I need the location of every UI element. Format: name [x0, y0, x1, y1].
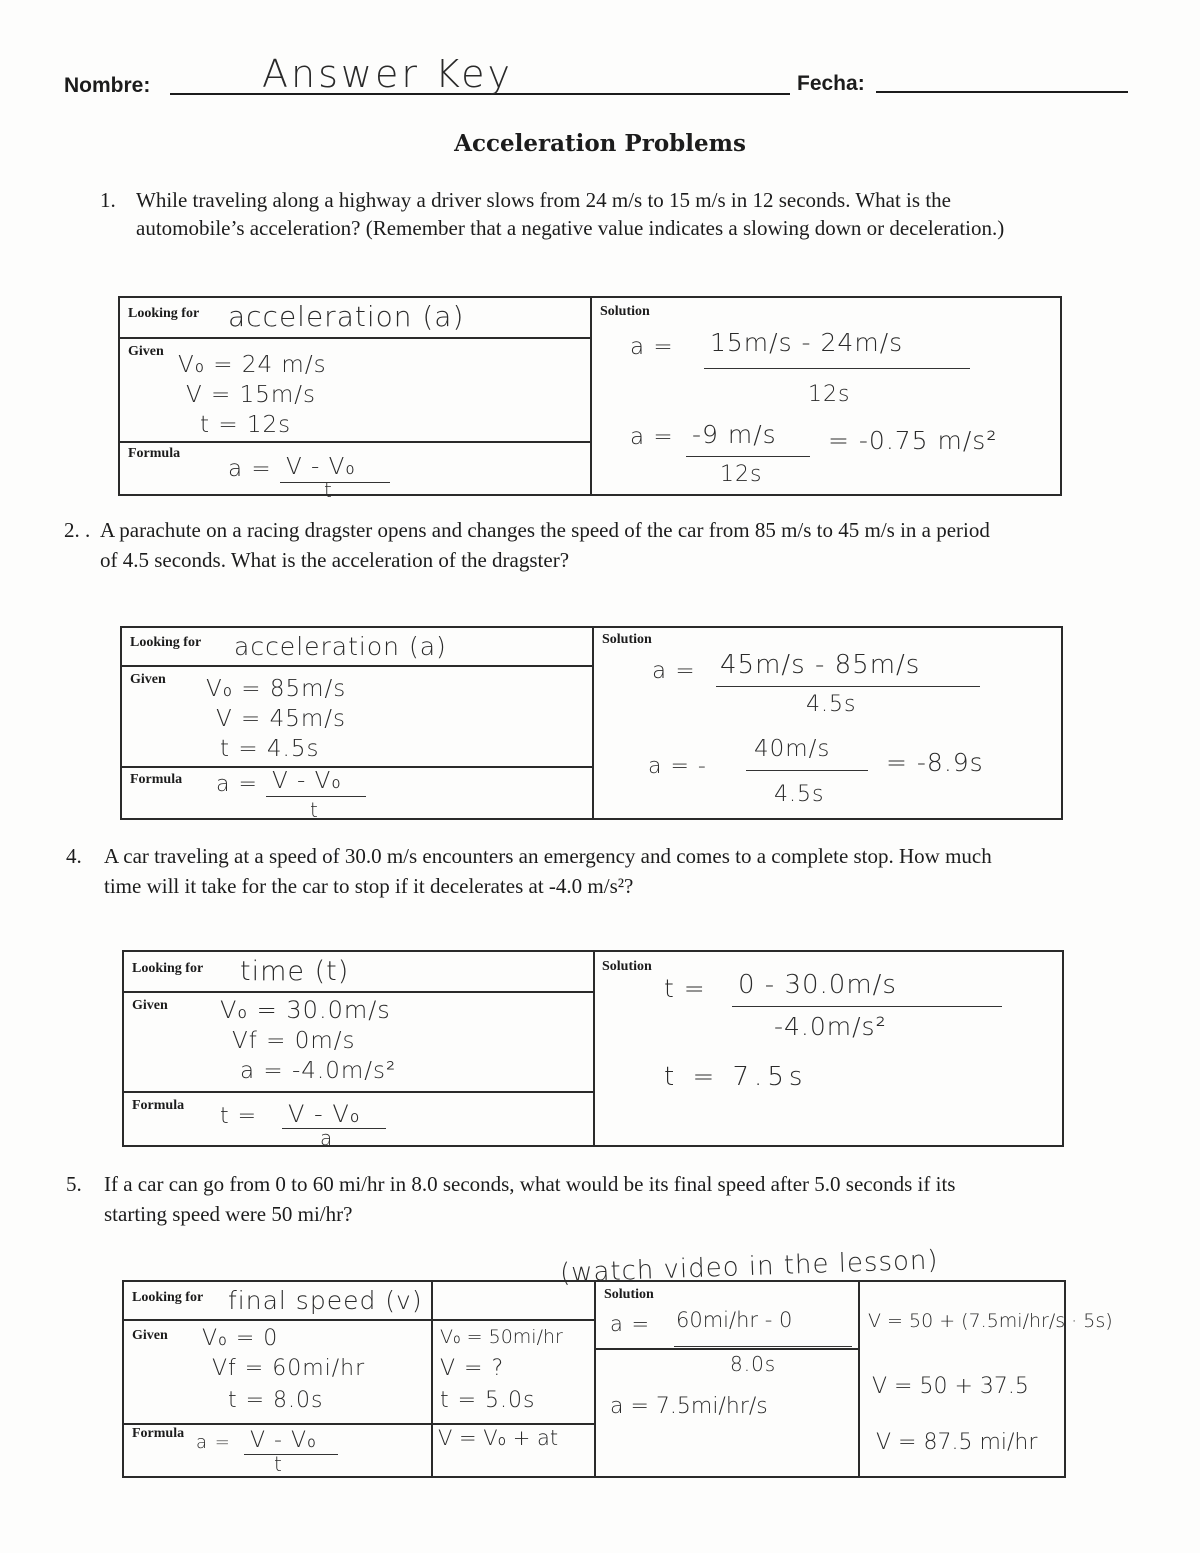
- problem-text-line2: automobile’s acceleration? (Remember that a negative value indicates a slowing down or deceleration.): [136, 216, 1005, 240]
- solution-label: Solution: [602, 959, 652, 974]
- formula-label: Formula: [128, 446, 181, 461]
- given-a-line-2: Vf = 60mi/hr: [212, 1356, 366, 1381]
- solution-1-lhs: a =: [630, 334, 674, 360]
- given-a-line-3: t = 8.0s: [228, 1388, 324, 1413]
- solution-1-denominator: -4.0m/s²: [774, 1012, 887, 1041]
- problem-text-line1: A car traveling at a speed of 30.0 m/s encounters an emergency and comes to a complete stop. How much: [104, 844, 992, 868]
- problem-text-line2: of 4.5 seconds. What is the acceleration of the dragster?: [100, 548, 570, 572]
- solution-label: Solution: [602, 632, 652, 647]
- given-b-line-3: t = 5.0s: [440, 1388, 536, 1413]
- problem-text-line1: If a car can go from 0 to 60 mi/hr in 8.0 seconds, what would be its final speed after 5.0 seconds if its: [104, 1172, 956, 1196]
- formula-lhs: a =: [196, 1432, 231, 1453]
- formula-b: V = V₀ + at: [438, 1426, 559, 1450]
- formula-numerator: V - V₀: [250, 1428, 317, 1453]
- solution-2-result: = -8.9s: [886, 748, 984, 777]
- given-line-1: V₀ = 24 m/s: [178, 352, 327, 378]
- given-a-line-1: V₀ = 0: [202, 1326, 279, 1351]
- lesson-note: (watch video in the lesson): [559, 1245, 940, 1289]
- given-line-2: Vf = 0m/s: [232, 1028, 356, 1054]
- page-title: Acceleration Problems: [454, 130, 746, 157]
- solution-1-lhs: a =: [610, 1312, 651, 1336]
- solution-1-denominator: 8.0s: [730, 1352, 777, 1376]
- formula-denominator: t: [310, 798, 319, 822]
- problem-text-line2: starting speed were 50 mi/hr?: [104, 1202, 353, 1226]
- given-b-line-2: V = ?: [440, 1356, 505, 1381]
- looking-for-value: final speed (v): [228, 1286, 423, 1315]
- given-line-3: t = 4.5s: [220, 736, 320, 762]
- solution-2-denominator: 12s: [720, 462, 763, 487]
- problem-4-table: [122, 950, 1064, 1150]
- problem-1-table: [118, 296, 1062, 502]
- given-label: Given: [130, 672, 166, 687]
- solution-1-numerator: 15m/s - 24m/s: [710, 328, 904, 357]
- solution-1-numerator: 45m/s - 85m/s: [720, 650, 921, 680]
- problem-text-line1: A parachute on a racing dragster opens and changes the speed of the car from 85 m/s to 45 m/s in a period: [100, 518, 990, 542]
- problem-number: 1.: [100, 188, 116, 212]
- formula-lhs: t =: [220, 1104, 258, 1129]
- solution-3-line-2: V = 50 + 37.5: [872, 1374, 1029, 1399]
- given-line-2: V = 45m/s: [216, 706, 347, 732]
- solution-1-lhs: a =: [652, 658, 696, 684]
- given-label: Given: [132, 998, 168, 1013]
- problem-2-table: [120, 626, 1063, 820]
- problem-text-line2: time will it take for the car to stop if it decelerates at -4.0 m/s²?: [104, 874, 634, 898]
- looking-for-value: time (t): [240, 956, 350, 987]
- solution-2-lhs: a = -: [648, 754, 707, 779]
- problem-5-table: [122, 1280, 1113, 1478]
- solution-label: Solution: [600, 304, 650, 319]
- solution-label: Solution: [604, 1287, 654, 1302]
- given-line-3: t = 12s: [200, 412, 292, 438]
- given-line-1: V₀ = 85m/s: [206, 676, 347, 702]
- looking-for-label: Looking for: [132, 1290, 204, 1305]
- formula-label: Formula: [132, 1098, 185, 1113]
- formula-denominator: t: [274, 1452, 283, 1476]
- solution-3-line-3: V = 87.5 mi/hr: [876, 1430, 1038, 1455]
- date-label: Fecha:: [797, 72, 865, 95]
- problem-text-line1: While traveling along a highway a driver slows from 24 m/s to 15 m/s in 12 seconds. What is the: [136, 188, 951, 212]
- problem-number: 2. .: [64, 518, 91, 542]
- formula-denominator: t: [324, 478, 333, 502]
- formula-numerator: V - V₀: [288, 1100, 361, 1128]
- name-label: Nombre:: [64, 74, 151, 97]
- formula-numerator: V - V₀: [272, 768, 342, 794]
- formula-denominator: a: [320, 1126, 334, 1150]
- looking-for-label: Looking for: [130, 635, 202, 650]
- looking-for-value: acceleration (a): [228, 300, 465, 333]
- solution-1-lhs: t =: [664, 974, 706, 1003]
- given-line-3: a = -4.0m/s²: [240, 1058, 397, 1084]
- looking-for-value: acceleration (a): [234, 632, 447, 661]
- solution-2-numerator: -9 m/s: [692, 420, 777, 449]
- formula-numerator: V - V₀: [286, 454, 356, 480]
- problem-number: 4.: [66, 844, 82, 868]
- solution-1-numerator: 60mi/hr - 0: [676, 1308, 793, 1332]
- problem-number: 5.: [66, 1172, 82, 1196]
- given-label: Given: [132, 1328, 168, 1343]
- solution-2-result: = -0.75 m/s²: [828, 426, 998, 455]
- given-label: Given: [128, 344, 164, 359]
- formula-lhs: a =: [216, 772, 258, 797]
- given-b-line-1: V₀ = 50mi/hr: [440, 1326, 563, 1348]
- solution-1-denominator: 4.5s: [806, 692, 857, 717]
- solution-2: t = 7.5s: [664, 1062, 808, 1092]
- solution-2-denominator: 4.5s: [774, 782, 825, 807]
- given-line-1: V₀ = 30.0m/s: [220, 996, 391, 1024]
- formula-label: Formula: [132, 1426, 185, 1441]
- solution-2-lhs: a =: [630, 424, 674, 450]
- looking-for-label: Looking for: [128, 306, 200, 321]
- solution-1-numerator: 0 - 30.0m/s: [738, 970, 897, 1000]
- name-value: Answer Key: [262, 52, 513, 96]
- solution-1-denominator: 12s: [808, 382, 851, 407]
- formula-lhs: a =: [228, 456, 272, 482]
- solution-2: a = 7.5mi/hr/s: [610, 1394, 768, 1419]
- solution-2-numerator: 40m/s: [754, 736, 831, 762]
- formula-label: Formula: [130, 772, 183, 787]
- date-line: [876, 91, 1128, 93]
- given-line-2: V = 15m/s: [186, 382, 317, 408]
- solution-3-line-1: V = 50 + (7.5mi/hr/s · 5s): [868, 1310, 1113, 1332]
- looking-for-label: Looking for: [132, 961, 204, 976]
